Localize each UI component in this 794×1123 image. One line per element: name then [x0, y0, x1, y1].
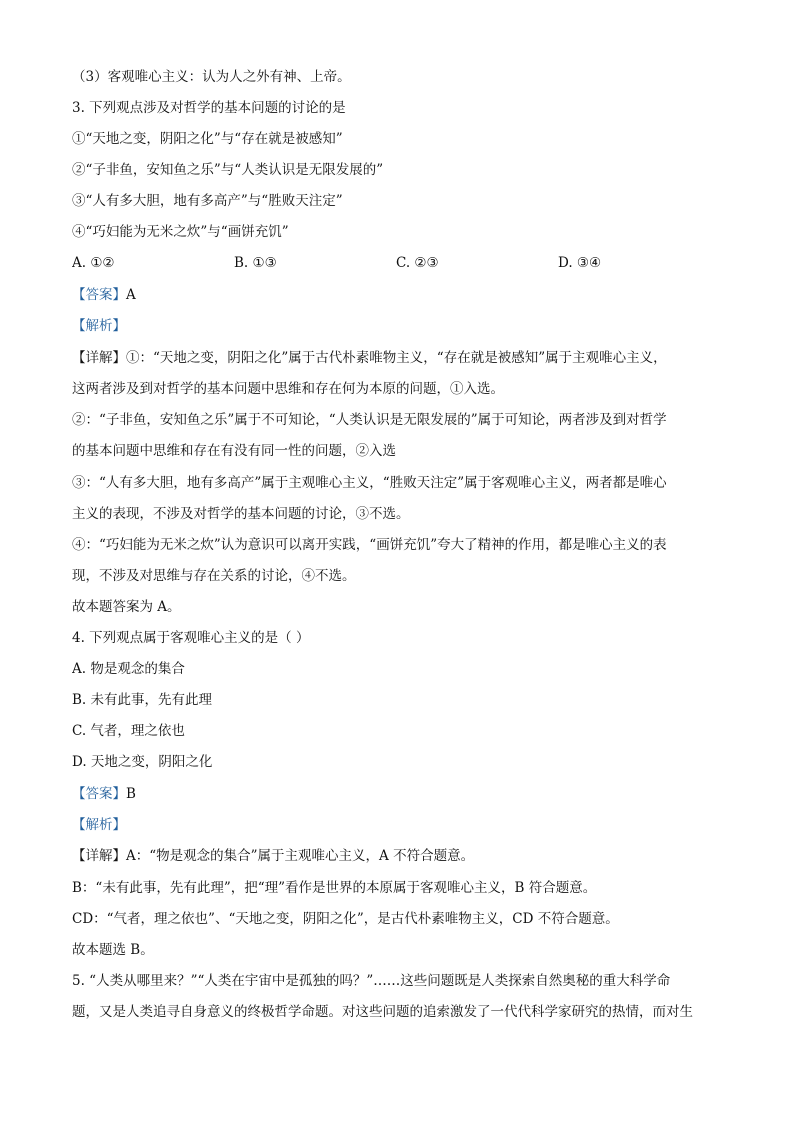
q4-detail-label: 【详解】	[72, 848, 126, 864]
q4-analysis-label	[72, 815, 722, 835]
q3-analysis-label	[72, 316, 722, 336]
prev-section-line: （3）客观唯心主义：认为人之外有神、上帝。	[72, 69, 351, 85]
q3-detail-3: ②：“子非鱼，安知鱼之乐”属于不可知论，“人类认识是无限发展的”属于可知论，两者涉及到对哲学	[72, 412, 667, 428]
q3-item-1: ①“天地之变，阴阳之化”与“存在就是被感知”	[72, 131, 343, 147]
q3-item-2: ②“子非鱼，安知鱼之乐”与“人类认识是无限发展的”	[72, 162, 384, 178]
q3-option-d: D. ③④	[558, 255, 602, 271]
q3-detail-7: ④：“巧妇能为无米之炊”认为意识可以离开实践，“画饼充饥”夸大了精神的作用，都是唯心主义的表	[72, 537, 667, 553]
q4-option-b: B. 未有此事，先有此理	[72, 692, 213, 708]
q4-option-a: A. 物是观念的集合	[72, 661, 185, 677]
q3-detail-5: ③：“人有多大胆，地有多高产”属于主观唯心主义，“胜败天注定”属于客观唯心主义，两者都是唯心	[72, 475, 667, 491]
q3-option-a: A. ①②	[72, 255, 115, 271]
q4-detail-3: CD：“气者，理之依也”、“天地之变，阴阳之化”，是古代朴素唯物主义，CD 不符合题意。	[72, 911, 619, 927]
q3-detail-8: 现，不涉及对思维与存在关系的讨论，④不选。	[72, 568, 356, 584]
q3-item-3: ③“人有多大胆，地有多高产”与“胜败天注定”	[72, 193, 343, 209]
q4-conclusion: 故本题选 B。	[72, 942, 154, 958]
q3-stem: 3. 下列观点涉及对哲学的基本问题的讨论的是	[72, 100, 346, 116]
q3-conclusion: 故本题答案为 A。	[72, 599, 181, 615]
q4-detail-1	[72, 846, 722, 866]
q3-analysis-tag: 【解析】	[72, 318, 126, 334]
q4-answer-label: 【答案】	[72, 786, 126, 802]
q4-analysis-tag: 【解析】	[72, 817, 126, 833]
q3-option-c: C. ②③	[396, 255, 439, 271]
q3-detail-2: 这两者涉及到对哲学的基本问题中思维和存在何为本原的问题，①入选。	[72, 381, 504, 397]
q4-answer	[72, 784, 722, 804]
q3-answer-value: A	[126, 287, 136, 303]
q3-detail-6: 主义的表现，不涉及对哲学的基本问题的讨论，③不选。	[72, 506, 410, 522]
q5-line-1: 5. “人类从哪里来？”“人类在宇宙中是孤独的吗？”……这些问题既是人类探索自然奥秘的重大科学命	[72, 973, 671, 989]
q3-option-b: B. ①③	[234, 255, 277, 271]
q4-option-d: D. 天地之变，阴阳之化	[72, 754, 213, 770]
q3-answer	[72, 285, 722, 305]
q5-line-2: 题，又是人类追寻自身意义的终极哲学命题。对这些问题的追索激发了一代代科学家研究的热情，而对生	[72, 1004, 693, 1020]
q4-stem: 4. 下列观点属于客观唯心主义的是（ ）	[72, 630, 310, 646]
q4-answer-value: B	[126, 786, 136, 802]
q3-detail-4: 的基本问题中思维和存在有没有同一性的问题，②入选	[72, 443, 396, 459]
q3-item-4: ④“巧妇能为无米之炊”与“画饼充饥”	[72, 224, 289, 240]
q4-detail-text-1: A：“物是观念的集合”属于主观唯心主义，A 不符合题意。	[126, 848, 475, 864]
q3-detail-text-1: ①：“天地之变，阴阳之化”属于古代朴素唯物主义，“存在就是被感知”属于主观唯心主义，	[126, 350, 667, 366]
q3-options	[72, 253, 722, 273]
q4-option-c: C. 气者，理之依也	[72, 723, 185, 739]
q3-answer-label: 【答案】	[72, 287, 126, 303]
q3-detail-label: 【详解】	[72, 350, 126, 366]
q4-detail-2: B：“未有此事，先有此理”，把“理”看作是世界的本原属于客观唯心主义，B 符合题意。	[72, 880, 597, 896]
q3-detail-1	[72, 348, 722, 368]
